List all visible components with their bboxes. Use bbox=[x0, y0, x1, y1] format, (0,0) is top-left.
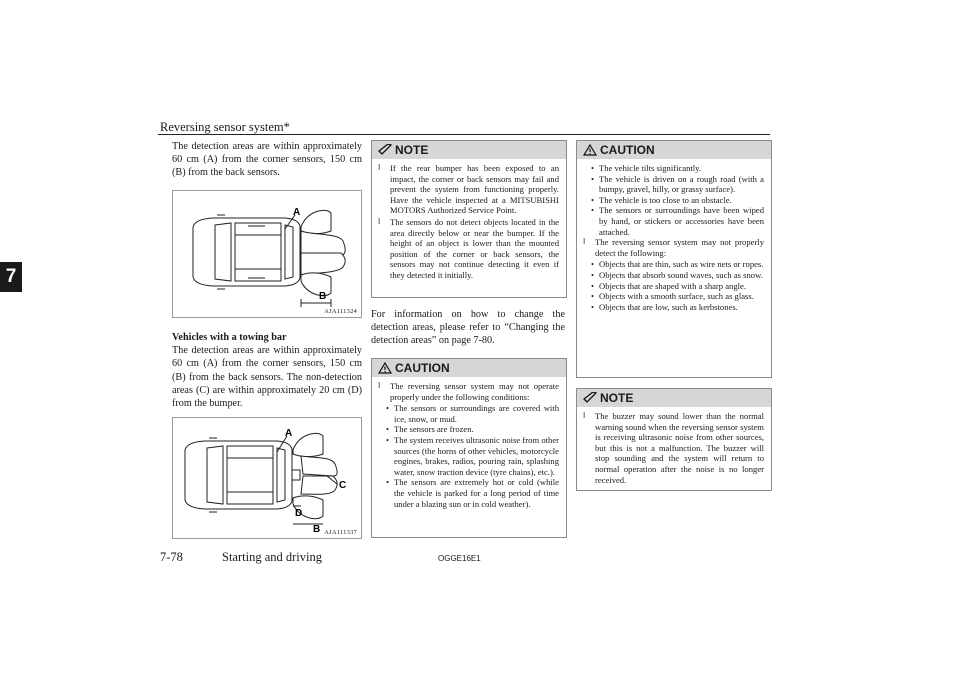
caution-header bbox=[372, 359, 566, 377]
chapter-tab: 7 bbox=[0, 262, 22, 292]
caution-subitem: • The vehicle is driven on a rough road (with a bumpy, gravel, hilly, or grassy surface). bbox=[591, 173, 764, 195]
label-C: C bbox=[339, 480, 347, 491]
caution-title: CAUTION bbox=[600, 143, 655, 157]
note-title: NOTE bbox=[600, 391, 634, 405]
caution-box bbox=[371, 358, 567, 538]
warning-triangle-icon bbox=[378, 362, 392, 374]
note-box bbox=[576, 388, 772, 491]
bullet-icon: l bbox=[378, 216, 381, 226]
caution-subitem: • Objects that are low, such as kerbstones. bbox=[591, 301, 738, 312]
towing-bar-section bbox=[172, 331, 362, 410]
bullet-icon: l bbox=[378, 381, 381, 390]
figure-code: AJA111337 bbox=[324, 529, 357, 536]
towing-bar-heading: Vehicles with a towing bar bbox=[172, 332, 287, 343]
label-A: A bbox=[285, 428, 293, 439]
caution-item: l The reversing sensor system may not operate properly under the following conditions: bbox=[378, 381, 559, 402]
document-code: OGGE16E1 bbox=[438, 554, 481, 563]
caution-header bbox=[577, 141, 771, 159]
note-pencil-icon bbox=[583, 392, 597, 404]
running-header: Reversing sensor system* bbox=[160, 120, 290, 134]
caution-subitem: • Objects that are shaped with a sharp angle. bbox=[591, 280, 746, 291]
detection-change-paragraph: For information on how to change the detection areas, please refer to “Changing the detection areas” on page 7-80. bbox=[371, 309, 565, 347]
figure-towing-bar-areas bbox=[172, 417, 362, 539]
note-box bbox=[371, 140, 567, 298]
caution-subitem: • The sensors are extremely hot or cold (while the vehicle is parked for a long period of time under a blazing sun or in cold weather). bbox=[386, 477, 559, 509]
label-B: B bbox=[313, 524, 321, 535]
note-header bbox=[577, 389, 771, 407]
caution-title: CAUTION bbox=[395, 361, 450, 375]
caution-subitem: • The vehicle tilts significantly. bbox=[591, 163, 702, 173]
bullet-icon: l bbox=[583, 411, 586, 420]
label-D: D bbox=[295, 508, 303, 519]
note-header bbox=[372, 141, 566, 159]
caution-subitem: • The sensors or surroundings have been wiped by hand, or stickers or accessories have been attached. bbox=[591, 205, 764, 237]
warning-triangle-icon bbox=[583, 144, 597, 156]
page-number: 7-78 bbox=[160, 550, 183, 564]
caution-subitem: • The system receives ultrasonic noise from other sources (the horns of other vehicles, motorcycle engines, brakes, radios, pouring rain, splashing water, snow traction device (tyre chains), etc.). bbox=[386, 434, 559, 477]
bullet-icon: l bbox=[378, 163, 381, 172]
caution-subitem: • The sensors or surroundings are covered with ice, snow, or mud. bbox=[386, 403, 559, 424]
header-rule bbox=[158, 134, 770, 135]
detection-areas-paragraph: The detection areas are within approximately 60 cm (A) from the corner sensors, 150 cm (B) from the back sensors. bbox=[172, 141, 362, 179]
caution-subitem: • Objects that are thin, such as wire nets or ropes. bbox=[591, 259, 764, 270]
caution-subitem: • The sensors are frozen. bbox=[386, 424, 474, 435]
note-item: l The sensors do not detect objects located in the area directly below or near the bumper. If the height of an object is lower than the mounted position of the corner or back sensors, the sensors may not continue detecting it even if they detected it initially. bbox=[378, 216, 559, 280]
towing-bar-paragraph: The detection areas are within approximately 60 cm (A) from the corner sensors, 150 cm (B) from the back sensors. The non-detection areas (C) are within approximately 20 cm (D) from the bumper. bbox=[172, 345, 362, 410]
note-item: l If the rear bumper has been exposed to an impact, the corner or back sensors may fail and prevent the system from functioning properly. Have the vehicle inspected at a MITSUBISHI MOTORS Authorized Service Point. bbox=[378, 163, 559, 216]
section-name: Starting and driving bbox=[222, 550, 322, 564]
caution-subitem: • Objects that absorb sound waves, such as snow. bbox=[591, 269, 763, 280]
caution-subitem: • The vehicle is too close to an obstacle. bbox=[591, 194, 732, 205]
car-towbar-diagram bbox=[173, 418, 361, 538]
caution-box-continued bbox=[576, 140, 772, 378]
figure-sensor-areas bbox=[172, 190, 362, 318]
note-title: NOTE bbox=[395, 143, 429, 157]
caution-item: l The reversing sensor system may not properly detect the following: bbox=[583, 237, 764, 258]
label-A: A bbox=[293, 207, 301, 218]
note-item: l The buzzer may sound lower than the normal warning sound when the reversing sensor system is receiving ultrasonic noise from other sources, but this is not a malfunction. The buzzer will stop sounding and the system will return to normal operation after the noise is no longer received. bbox=[583, 411, 764, 485]
label-B: B bbox=[319, 291, 327, 302]
caution-subitem: • Objects with a smooth surface, such as glass. bbox=[591, 291, 754, 302]
figure-code: AJA111324 bbox=[324, 308, 357, 315]
bullet-icon: l bbox=[583, 237, 586, 247]
car-sensor-diagram bbox=[173, 191, 361, 317]
note-pencil-icon bbox=[378, 144, 392, 156]
